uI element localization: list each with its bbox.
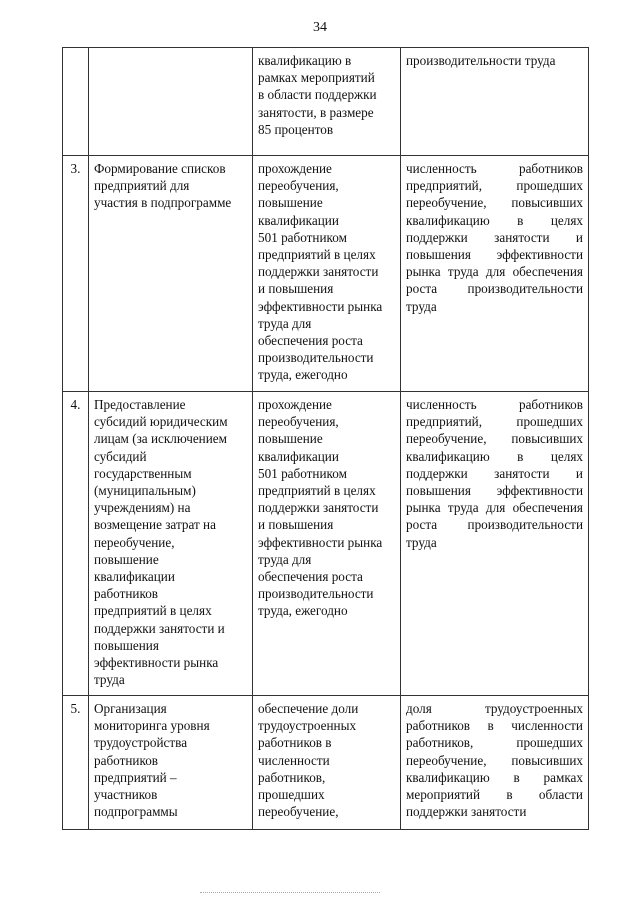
task-cell: Организация мониторинга уровня трудоустройства работников предприятий – участников подпрограммы <box>89 696 253 830</box>
row-number: 3. <box>63 156 89 392</box>
result-cell: прохождение переобучения, повышение квалификации 501 работником предприятий в целях поддержки занятости и повышения эффективности рынка труда для обеспечения роста производительности труда, ежегодно <box>253 392 401 696</box>
task-cell: Формирование списков предприятий для участия в подпрограмме <box>89 156 253 392</box>
page-number: 34 <box>313 20 327 35</box>
table-row <box>63 696 589 830</box>
result-cell: обеспечение доли трудоустроенных работников в численности работников, прошедших переобучение, <box>253 696 401 830</box>
indicator-cell: производительности труда <box>401 48 589 156</box>
indicator-cell: численность работников предприятий, прошедших переобучение, повысивших квалификацию в целях поддержки занятости и повышения эффективности рынка труда для обеспечения роста производительности труда <box>401 392 589 696</box>
scan-artifact-line <box>200 892 380 895</box>
row-number <box>63 48 89 156</box>
table-row <box>63 156 589 392</box>
indicator-cell: доля трудоустроенных работников в численности работников, прошедших переобучение, повысивших квалификацию в рамках мероприятий в области поддержки занятости <box>401 696 589 830</box>
task-cell: Предоставление субсидий юридическим лицам (за исключением субсидий государственным (муниципальным) учреждениям) на возмещение затрат на переобучение, повышение квалификации работников предприятий в целях поддержки занятости и повышения эффективности рынка труда <box>89 392 253 696</box>
indicator-cell: численность работников предприятий, прошедших переобучение, повысивших квалификацию в целях поддержки занятости и повышения эффективности рынка труда для обеспечения роста производительности труда <box>401 156 589 392</box>
task-cell <box>89 48 253 156</box>
row-number: 5. <box>63 696 89 830</box>
table-row <box>63 392 589 696</box>
table-row <box>63 48 589 156</box>
result-cell: прохождение переобучения, повышение квалификации 501 работником предприятий в целях поддержки занятости и повышения эффективности рынка труда для обеспечения роста производительности труда, ежегодно <box>253 156 401 392</box>
row-number: 4. <box>63 392 89 696</box>
result-cell: квалификацию в рамках мероприятий в области поддержки занятости, в размере 85 процентов <box>253 48 401 156</box>
measures-table <box>62 47 589 830</box>
